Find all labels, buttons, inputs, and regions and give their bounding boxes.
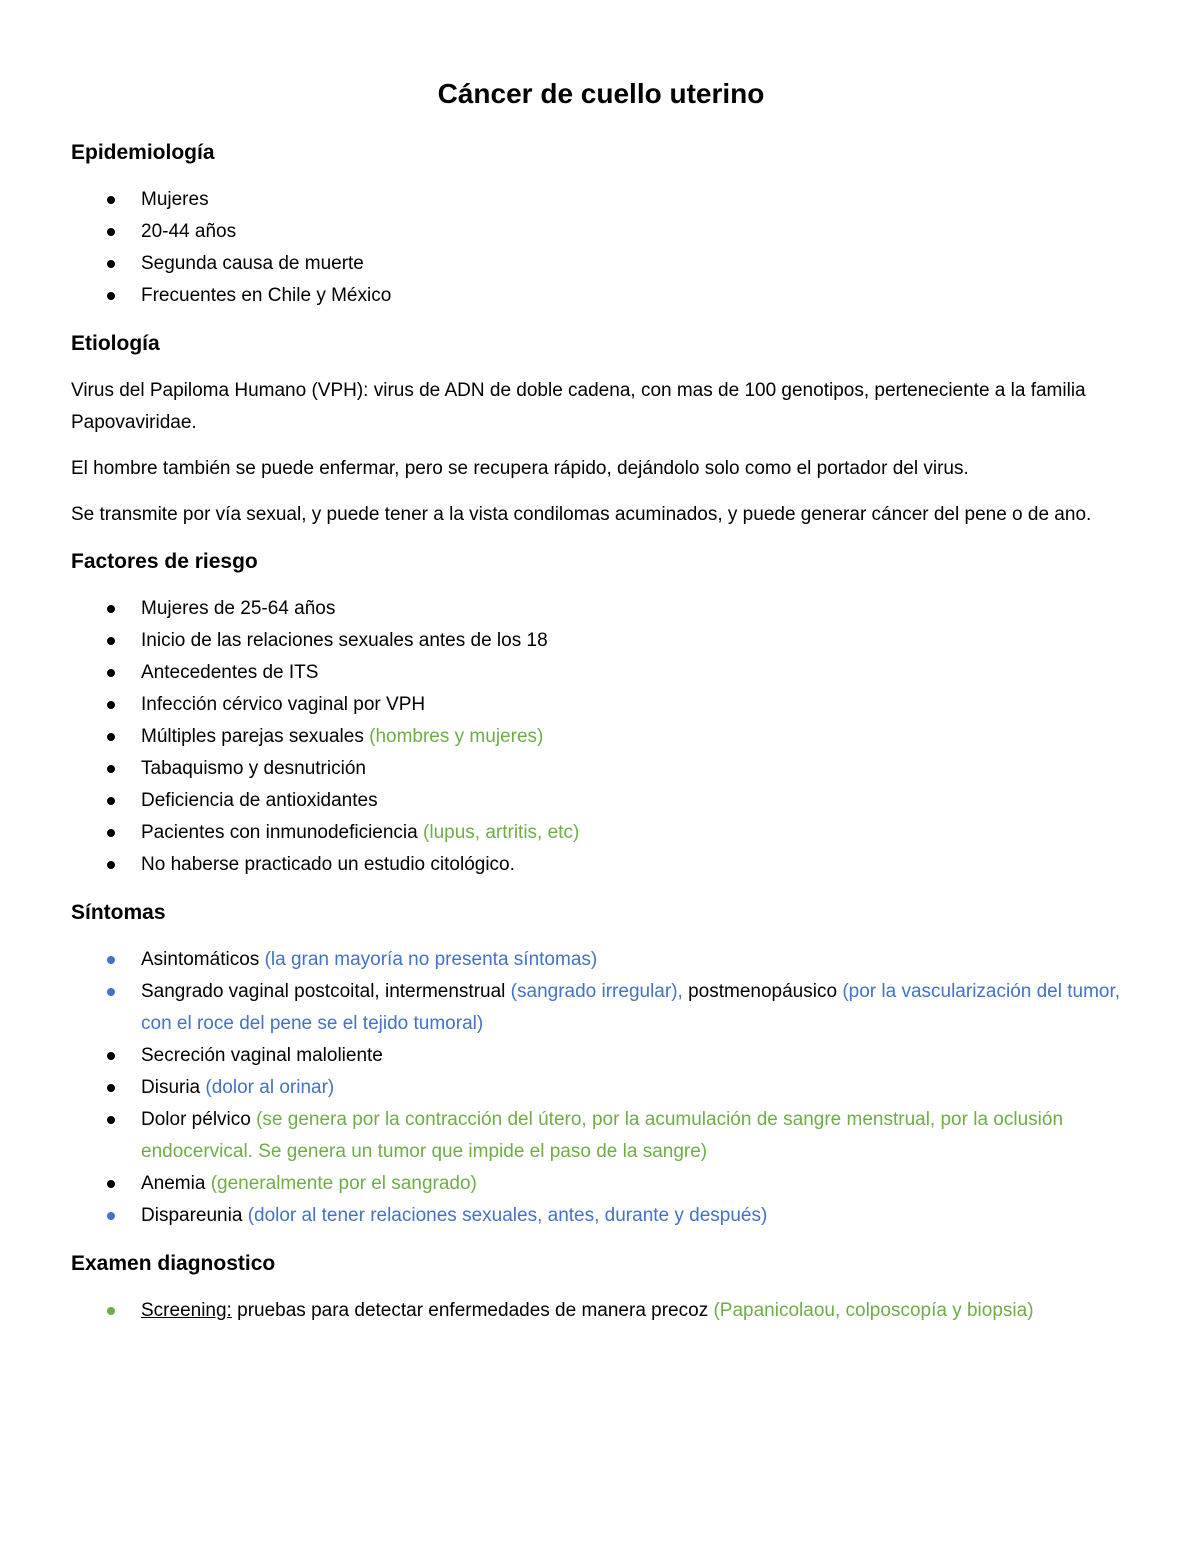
note-green: (hombres y mujeres) bbox=[369, 726, 544, 747]
list-item: Múltiples parejas sexuales (hombres y mujeres) bbox=[71, 721, 1131, 753]
heading-examen-diagnostico: Examen diagnostico bbox=[71, 1252, 276, 1275]
list-item: Segunda causa de muerte bbox=[71, 248, 1131, 280]
paragraph-vph: Virus del Papiloma Humano (VPH): virus de ADN de doble cadena, con mas de 100 genotipos, perteneciente a la familia Papovaviridae. bbox=[71, 380, 1086, 433]
list-item: Anemia (generalmente por el sangrado) bbox=[71, 1168, 1131, 1200]
list-item: Sangrado vaginal postcoital, intermenstrual (sangrado irregular), postmenopáusico (por la vascularización del tumor, con el roce del pene se el tejido tumoral) bbox=[71, 976, 1131, 1040]
bullet-icon bbox=[107, 797, 115, 805]
bullet-icon bbox=[107, 292, 115, 300]
note-blue: (sangrado irregular), bbox=[510, 981, 683, 1002]
bullet-icon bbox=[107, 988, 115, 996]
list-item: Antecedentes de ITS bbox=[71, 657, 1131, 689]
note-blue: (la gran mayoría no presenta síntomas) bbox=[264, 949, 598, 970]
list-item: Asintomáticos (la gran mayoría no presenta síntomas) bbox=[71, 944, 1131, 976]
list-item: 20-44 años bbox=[71, 216, 1131, 248]
bullet-icon bbox=[107, 605, 115, 613]
bullet-icon bbox=[107, 829, 115, 837]
note-green: (generalmente por el sangrado) bbox=[210, 1173, 477, 1194]
document-title: Cáncer de cuello uterino bbox=[437, 78, 765, 109]
bullet-icon bbox=[107, 733, 115, 741]
document-page bbox=[71, 72, 1131, 1342]
list-item: Dispareunia (dolor al tener relaciones sexuales, antes, durante y después) bbox=[71, 1200, 1131, 1232]
list-item: Mujeres de 25-64 años bbox=[71, 593, 1131, 625]
list-item: Pacientes con inmunodeficiencia (lupus, artritis, etc) bbox=[71, 817, 1131, 849]
bullet-icon bbox=[107, 701, 115, 709]
bullet-icon bbox=[107, 1052, 115, 1060]
heading-sintomas: Síntomas bbox=[71, 901, 166, 924]
list-sintomas bbox=[71, 944, 1131, 1232]
bullet-icon bbox=[107, 637, 115, 645]
bullet-icon bbox=[107, 228, 115, 236]
note-blue: (por la vascularización del tumor, con el roce del pene se el tejido tumoral) bbox=[141, 981, 1121, 1034]
note-green: (Papanicolaou, colposcopía y biopsia) bbox=[713, 1300, 1034, 1321]
list-item: Inicio de las relaciones sexuales antes de los 18 bbox=[71, 625, 1131, 657]
bullet-icon bbox=[107, 1307, 115, 1315]
list-item: Secreción vaginal maloliente bbox=[71, 1040, 1131, 1072]
bullet-icon bbox=[107, 196, 115, 204]
note-blue: (dolor al tener relaciones sexuales, antes, durante y después) bbox=[247, 1205, 768, 1226]
list-item: Infección cérvico vaginal por VPH bbox=[71, 689, 1131, 721]
list-item: Tabaquismo y desnutrición bbox=[71, 753, 1131, 785]
bullet-icon bbox=[107, 1116, 115, 1124]
list-item: Disuria (dolor al orinar) bbox=[71, 1072, 1131, 1104]
heading-etiologia: Etiología bbox=[71, 332, 160, 355]
list-item: No haberse practicado un estudio citológico. bbox=[71, 849, 1131, 881]
note-blue: (dolor al orinar) bbox=[205, 1077, 335, 1098]
note-green: (se genera por la contracción del útero, por la acumulación de sangre menstrual, por la oclusión endocervical. Se genera un tumor que impide el paso de la sangre) bbox=[141, 1109, 1064, 1162]
note-green: (lupus, artritis, etc) bbox=[423, 822, 580, 843]
list-item: Dolor pélvico (se genera por la contracción del útero, por la acumulación de sangre menstrual, por la oclusión endocervical. Se genera un tumor que impide el paso de la sangre) bbox=[71, 1104, 1131, 1168]
heading-factores-de-riesgo: Factores de riesgo bbox=[71, 550, 258, 573]
paragraph-transmision: Se transmite por vía sexual, y puede tener a la vista condilomas acuminados, y puede generar cáncer del pene o de ano. bbox=[71, 504, 1092, 525]
bullet-icon bbox=[107, 1180, 115, 1188]
bullet-icon bbox=[107, 861, 115, 869]
list-examen bbox=[71, 1295, 1131, 1327]
bullet-icon bbox=[107, 956, 115, 964]
list-item: Screening: pruebas para detectar enfermedades de manera precoz (Papanicolaou, colposcopía y biopsia) bbox=[71, 1295, 1131, 1327]
list-epidemiologia bbox=[71, 184, 1131, 312]
list-item: Deficiencia de antioxidantes bbox=[71, 785, 1131, 817]
bullet-icon bbox=[107, 765, 115, 773]
bullet-icon bbox=[107, 1084, 115, 1092]
bullet-icon bbox=[107, 1212, 115, 1220]
paragraph-hombre: El hombre también se puede enfermar, pero se recupera rápido, dejándolo solo como el portador del virus. bbox=[71, 458, 969, 479]
screening-label: Screening: bbox=[141, 1300, 232, 1321]
bullet-icon bbox=[107, 260, 115, 268]
bullet-icon bbox=[107, 669, 115, 677]
list-item: Mujeres bbox=[71, 184, 1131, 216]
list-factores bbox=[71, 593, 1131, 881]
list-item: Frecuentes en Chile y México bbox=[71, 280, 1131, 312]
heading-epidemiologia: Epidemiología bbox=[71, 141, 215, 164]
